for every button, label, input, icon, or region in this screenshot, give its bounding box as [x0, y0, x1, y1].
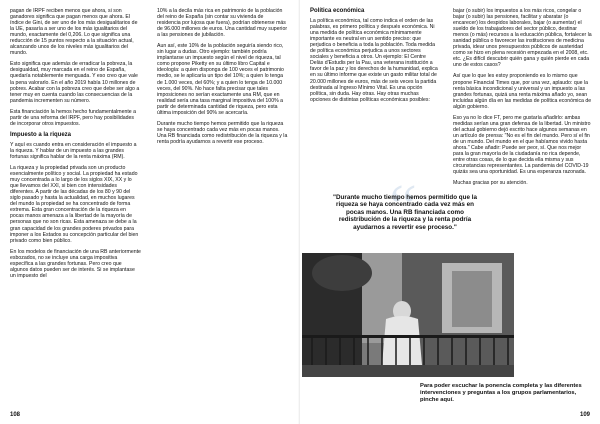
left-column-1 — [10, 8, 141, 284]
paragraph: Y aquí es cuando entra en consideración el impuesto a la riqueza. Y hablar de un impuesto a las grandes fortunas significa hablar de la renta máxima (RM). — [10, 141, 137, 160]
paragraph: Eso ya no lo dice FT, pero me gustaría añadirlo: ambas medidas serían una gran defensa de la libertad. Un ministro del actual gobierno dejó escrito hace algunos semanas en un artículo de prensa: "No es el fin del mundo. Pero sí el fin de un mundo. Del mundo en el que habíamos vivido hasta ahora." Cabe añadir: Puede ser peor, sí. Que nos mejor para la gran mayoría de la ciudadanía no rica depende, entre otras cosas, de lo que decida ella misma y sus circunstancias representantes. La pandemia del COVID-19 quizás sea una oportunidad. Es una esperanza razonada. — [453, 114, 591, 176]
paragraph: bajar (o subir) los impuestos a los más ricos, congelar o bajar (o subir) las pensiones, facilitar y abaratar (o encarecer) los despidos laborales, bajar (o aumentar) el sueldo de los trabajadores del sector público, destinar menos (o más) recursos a la educación pública, fortalecer la sanidad pública o favorecer las instituciones de medicina privada, idear unos presupuestos públicos de austeridad como se hizo en plena recesión empezada en el 2008, etc. etc. ¿Es difícil descubrir quién gana y quién pierde en cada uno de estos casos? — [453, 8, 592, 69]
paragraph: La política económica, tal como indica el orden de las palabras, es primero política y después económica. Ni una medida de política económica mínimamente importante es neutral en un sentido preciso: que perjudica o beneficia a toda la población. Toda medida de política económica perjudica a unos sectores sociales y beneficia a otros. Un ejemplo: El Centre Delàs d'Estudis per la Pau, una veterana institución a favor de la paz y los derechos de la humanidad, explica en su último informe que existe un gasto militar total de 20.000 millones de euros, más de seis veces la partida destinada al Ingreso Mínimo Vital. Es una opción política, sin duda. Hay otras. Hay otras muchas opciones de distintas políticas económicas posibles: — [310, 18, 438, 103]
paragraph: Esto significa que además de erradicar la pobreza, la desigualdad, muy marcada en el reino de España, quedaría notablemente menguada. Y eso creo que vale la pena valorarlo. En el año 2019 había 10 millones de pobres. Acabar con la pobreza creo que debe ser algo a tener muy en cuenta cuando las consecuencias de la pandemia incrementen su número. — [10, 61, 140, 104]
pull-quote: "Durante mucho tiempo hemos permitido que la riqueza se haya concentrado cada vez más en pocas manos. Una RB financiada como redistribución de la riqueza y la renta podría ayudarnos a revertir ese proceso." — [333, 194, 477, 231]
section-heading-riqueza: Impuesto a la riqueza — [10, 131, 72, 138]
paragraph: Esta financiación la hemos hecho fundamentalmente a partir de una reforma del IRPF, pero hay posibilidades de incorporar otros impuestos. — [10, 108, 137, 127]
quote-mark-icon: “ — [389, 173, 417, 241]
paragraph: En los modelos de financiación de una RB anteriormente esbozados, no se incluye una carga impositiva específica a las grandes fortunas. Pero creo que algunos datos pueden ser de interés. Si se implantase un impuesto del — [10, 248, 141, 279]
balcony-illustration — [302, 253, 514, 377]
video-caption-link[interactable]: Para poder escuchar la ponencia completa y las diferentes intervenciones y preguntas a los grupos parlamentarios, pinche aquí. — [420, 383, 582, 403]
paragraph: Durante mucho tiempo hemos permitido que la riqueza se haya concentrado cada vez más en pocas manos. Una RB financiada como redistribución de la riqueza y la renta podría ayudarnos a revertir ese proceso. — [157, 120, 288, 145]
paragraph: Aun así, este 10% de la población seguiría siendo rico, sin lugar a dudas. Otro ejemplo: también podría implantarse un impuesto según el nivel de riqueza, tal como propone Piketty en su último libro Capital e ideología: a quien disponga de 100 veces el patrimonio medio, se le aplicaría un tipo del 10%; a quien lo tenga de 1.000 veces, del 60%; y a quien lo tenga de 10.000 veces, del 90%. No hace falta precisar que tales imposiciones no serían exactamente una RM, que en realidad sería una tasa marginal impositiva del 100% a partir de determinada cantidad de riqueza, pero esta última imposición del 90% se acercaría. — [157, 43, 284, 116]
right-column-1 — [310, 8, 440, 108]
photo-balcony — [302, 253, 514, 377]
paragraph: pagan de IRPF reciben menos que ahora, si son ganadores significa que pagan menos que ahora. El índice de Gini, de ser uno de los más desigualitarios de la UE, pasaría a ser uno de los más igualitarios del mundo, exactamente del 0,206. Lo que significa una reducción de 15 puntos respecto a la situación actual, alcanzando unos de los niveles más igualitarios del mundo. — [10, 8, 138, 57]
paragraph: Muchas gracias por su atención. — [453, 180, 528, 187]
left-column-2 — [157, 8, 288, 150]
page-number-left: 108 — [10, 412, 21, 418]
paragraph: Así que lo que les estoy proponiendo es lo mismo que propone Financial Times que, por una vez, aplaudo: que la renta básica incondicional y universal y un impuesto a las grandes fortunas, quizá una renta máxima añado yo, sean incluidas algún día en las medidas de política económica de algún gobierno. — [453, 73, 592, 110]
section-heading-politica: Política económica — [310, 8, 365, 14]
paragraph: 10% a la decila más rica en patrimonio de la población del reino de España (sin contar su vivienda de residencia por lujosa que fuera), podrían obtenerse más de 96.000 millones de euros. Una cantidad muy superior a las pensiones de jubilación. — [157, 8, 288, 39]
right-column-2 — [453, 8, 592, 191]
page-number-right: 109 — [579, 412, 590, 418]
paragraph: La riqueza y la propiedad privada son un producto esencialmente político y social. La propiedad ha estado muy concentrada a lo largo de los siglos XIX, XX y lo que llevamos del XXI, si bien con intensidades diferentes. A partir de las décadas de los 80 y 90 del siglo pasado y hasta la actualidad, en muchos lugares del mundo la propiedad se ha concentrado de forma extrema. Esta gran concentración de la riqueza en pocas manos amenaza a la libertad de la mayoría de personas que no son ricas. Esta amenaza se debe a la gran capacidad de los grandes poderes privados para imponer a los Estados su concepción particular del bien privado como bien público. — [10, 165, 139, 244]
